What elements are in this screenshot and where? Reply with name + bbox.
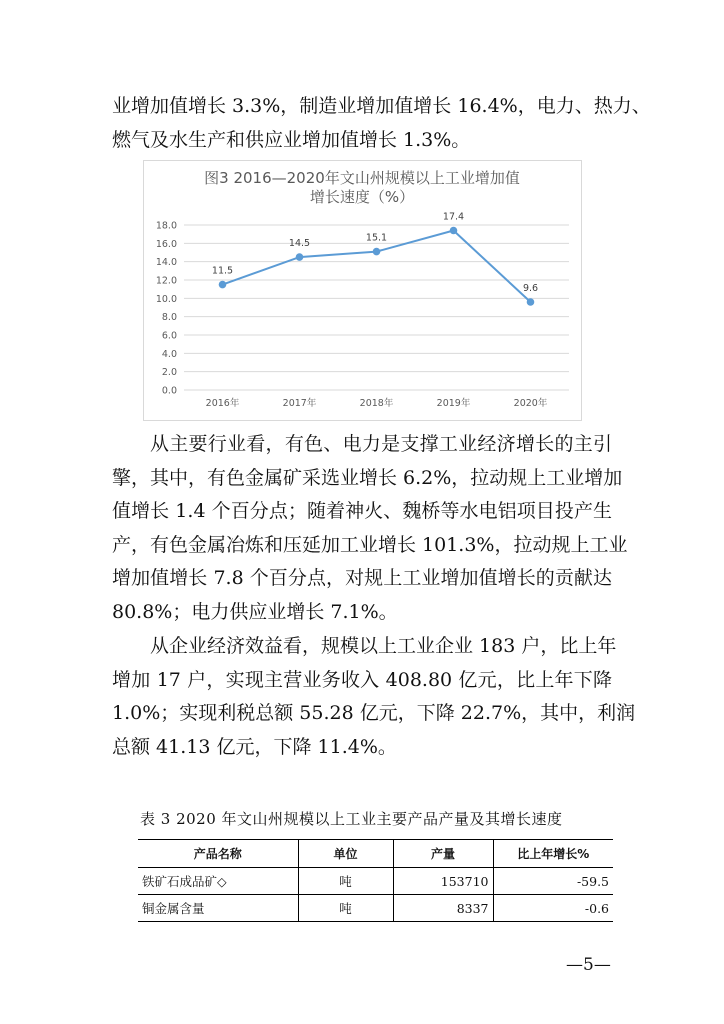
cell-product-name: 铜金属含量 bbox=[138, 895, 298, 922]
chart-title-line-1: 图3 2016—2020年文山州规模以上工业增加值 bbox=[204, 169, 520, 187]
cell-growth: -0.6 bbox=[493, 895, 613, 922]
y-tick-label: 0.0 bbox=[161, 385, 177, 397]
text-line: 擎，其中，有色金属矿采选业增长 6.2%，拉动规上工业增加 bbox=[112, 466, 623, 489]
data-point bbox=[527, 298, 535, 306]
y-tick-label: 14.0 bbox=[155, 257, 177, 269]
column-header-product: 产品名称 bbox=[138, 840, 298, 868]
data-point bbox=[373, 248, 381, 256]
x-tick-label: 2017年 bbox=[282, 398, 317, 409]
cell-product-name: 铁矿石成品矿◇ bbox=[138, 868, 298, 895]
text-line: 从主要行业看，有色、电力是支撑工业经济增长的主引 bbox=[150, 433, 612, 455]
table-row bbox=[138, 895, 613, 922]
y-tick-label: 18.0 bbox=[155, 220, 177, 232]
data-label: 11.5 bbox=[211, 265, 234, 277]
column-header-output: 产量 bbox=[393, 840, 493, 868]
table-row bbox=[138, 868, 613, 895]
text-line: 产，有色金属冶炼和压延加工业增长 101.3%，拉动规上工业 bbox=[112, 533, 628, 556]
y-tick-label: 10.0 bbox=[155, 293, 177, 305]
text-line: 燃气及水生产和供应业增加值增长 1.3%。 bbox=[112, 128, 471, 151]
cell-growth: -59.5 bbox=[493, 868, 613, 895]
paragraph-top bbox=[112, 90, 651, 157]
data-point bbox=[296, 253, 304, 261]
table-caption: 表 3 2020 年文山州规模以上工业主要产品产量及其增长速度 bbox=[140, 810, 563, 828]
column-header-unit: 单位 bbox=[298, 840, 393, 868]
data-label: 9.6 bbox=[522, 283, 539, 294]
y-tick-label: 12.0 bbox=[155, 275, 177, 287]
y-tick-label: 2.0 bbox=[161, 367, 177, 379]
page-number: —5— bbox=[566, 955, 611, 975]
x-tick-label: 2019年 bbox=[436, 398, 471, 409]
paragraph-benefit bbox=[112, 630, 636, 764]
data-point bbox=[450, 227, 458, 235]
line-chart bbox=[143, 160, 582, 421]
y-tick-label: 4.0 bbox=[161, 348, 177, 360]
paragraph-industry bbox=[112, 428, 628, 629]
text-line: 总额 41.13 亿元，下降 11.4%。 bbox=[112, 735, 397, 758]
column-header-growth: 比上年增长% bbox=[493, 840, 613, 868]
x-tick-label: 2018年 bbox=[359, 398, 394, 409]
data-point bbox=[219, 281, 227, 289]
cell-output: 153710 bbox=[393, 868, 493, 895]
y-tick-label: 6.0 bbox=[161, 330, 177, 342]
text-line: 1.0%；实现利税总额 55.28 亿元，下降 22.7%，其中，利润 bbox=[112, 702, 636, 724]
text-line: 增加 17 户，实现主营业务收入 408.80 亿元，比上年下降 bbox=[112, 668, 612, 691]
text-line: 业增加值增长 3.3%，制造业增加值增长 16.4%，电力、热力、 bbox=[112, 95, 651, 117]
text-line: 增加值增长 7.8 个百分点，对规上工业增加值增长的贡献达 bbox=[112, 567, 612, 589]
text-line: 值增长 1.4 个百分点；随着神火、魏桥等水电铝项目投产生 bbox=[112, 500, 612, 522]
table-header-row bbox=[138, 840, 613, 868]
text-line: 从企业经济效益看，规模以上工业企业 183 户，比上年 bbox=[150, 635, 617, 657]
x-tick-label: 2020年 bbox=[513, 398, 548, 409]
cell-unit: 吨 bbox=[298, 868, 393, 895]
y-tick-label: 16.0 bbox=[155, 238, 177, 250]
chart-canvas bbox=[144, 161, 581, 420]
product-table bbox=[138, 839, 613, 922]
cell-unit: 吨 bbox=[298, 895, 393, 922]
cell-output: 8337 bbox=[393, 895, 493, 922]
text-line: 80.8%；电力供应业增长 7.1%。 bbox=[112, 600, 398, 623]
y-tick-label: 8.0 bbox=[161, 312, 177, 324]
x-tick-label: 2016年 bbox=[205, 398, 240, 409]
chart-title-line-2: 增长速度（%） bbox=[309, 188, 415, 206]
data-label: 14.5 bbox=[288, 238, 311, 250]
data-label: 17.4 bbox=[442, 211, 465, 223]
data-label: 15.1 bbox=[365, 232, 388, 244]
